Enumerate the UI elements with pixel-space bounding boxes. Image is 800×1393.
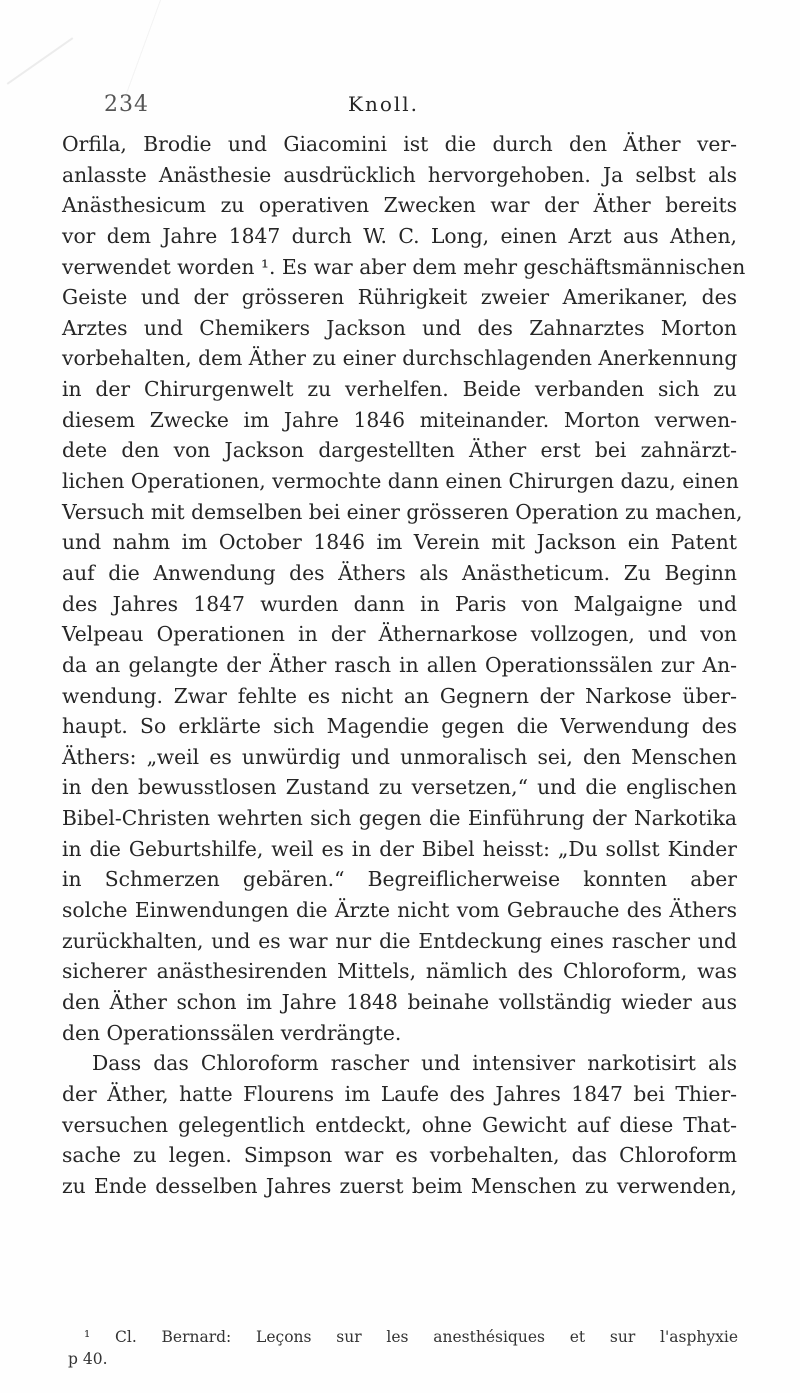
text-line: Dass das Chloroform rascher und intensiver narkotisirt als xyxy=(92,1051,737,1076)
page-number: 234 xyxy=(104,92,149,117)
text-line: zurückhalten, und es war nur die Entdeckung eines rascher und xyxy=(62,928,737,953)
text-line: solche Einwendungen die Ärzte nicht vom Gebrauche des Äthers xyxy=(62,898,737,923)
text-line: lichen Operationen, vermochte dann einen Chirurgen dazu, einen xyxy=(62,469,739,494)
text-line: auf die Anwendung des Äthers als Anästheticum. Zu Beginn xyxy=(62,560,737,585)
text-line: verwendet worden ¹. Es war aber dem mehr geschäftsmännischen xyxy=(62,254,746,279)
text-line: den Operationssälen verdrängte. xyxy=(62,1020,402,1045)
text-line: Velpeau Operationen in der Äthernarkose vollzogen, und von xyxy=(62,622,737,647)
footnote-line: ¹ Cl. Bernard: Leçons sur les anesthésiques et sur l'asphyxie xyxy=(84,1328,738,1346)
text-line: Arztes und Chemikers Jackson und des Zahnarztes Morton xyxy=(62,315,737,340)
page-header xyxy=(104,92,724,116)
text-line: da an gelangte der Äther rasch in allen Operationssälen zur An- xyxy=(62,652,737,677)
text-line: Bibel-Christen wehrten sich gegen die Einführung der Narkotika xyxy=(62,806,737,831)
text-line: anlasste Anästhesie ausdrücklich hervorgehoben. Ja selbst als xyxy=(62,162,737,187)
text-line: und nahm im October 1846 im Verein mit Jackson ein Patent xyxy=(62,530,737,555)
text-line: Orfila, Brodie und Giacomini ist die durch den Äther ver- xyxy=(62,132,737,156)
text-line: Geiste und der grösseren Rührigkeit zweier Amerikaner, des xyxy=(62,285,737,310)
text-line: der Äther, hatte Flourens im Laufe des Jahres 1847 bei Thier- xyxy=(62,1081,737,1106)
text-line: Anästhesicum zu operativen Zwecken war der Äther bereits xyxy=(62,193,737,218)
text-line: vorbehalten, dem Äther zu einer durchschlagenden Anerkennung xyxy=(62,346,738,371)
text-line: den Äther schon im Jahre 1848 beinahe vollständig wieder aus xyxy=(62,989,737,1014)
text-line: sicherer anästhesirenden Mittels, nämlich des Chloroform, was xyxy=(62,959,737,984)
footnote xyxy=(68,1326,738,1370)
text-line: sache zu legen. Simpson war es vorbehalten, das Chloroform xyxy=(62,1143,737,1168)
text-line: dete den von Jackson dargestellten Äther erst bei zahnärzt- xyxy=(62,438,737,463)
text-line: Äthers: „weil es unwürdig und unmoralisch sei, den Menschen xyxy=(62,744,737,769)
text-line: haupt. So erklärte sich Magendie gegen die Verwendung des xyxy=(62,714,737,739)
text-line: versuchen gelegentlich entdeckt, ohne Gewicht auf diese That- xyxy=(62,1112,737,1137)
text-line: des Jahres 1847 wurden dann in Paris von Malgaigne und xyxy=(62,591,737,616)
text-line: in den bewusstlosen Zustand zu versetzen,“ und die englischen xyxy=(62,775,737,800)
text-line: in der Chirurgenwelt zu verhelfen. Beide verbanden sich zu xyxy=(62,377,737,402)
body-text xyxy=(62,129,746,1201)
text-line: in Schmerzen gebären.“ Begreiflicherweise konnten aber xyxy=(62,867,737,892)
text-line: wendung. Zwar fehlte es nicht an Gegnern der Narkose über- xyxy=(62,683,737,708)
footnote-line: p 40. xyxy=(68,1350,108,1368)
text-line: diesem Zwecke im Jahre 1846 miteinander. Morton verwen- xyxy=(62,407,737,432)
text-line: vor dem Jahre 1847 durch W. C. Long, einen Arzt aus Athen, xyxy=(62,223,737,248)
running-title: Knoll. xyxy=(348,92,420,116)
text-line: Versuch mit demselben bei einer grösseren Operation zu machen, xyxy=(62,499,743,524)
text-line: in die Geburtshilfe, weil es in der Bibel heisst: „Du sollst Kinder xyxy=(62,836,737,861)
text-line: zu Ende desselben Jahres zuerst beim Menschen zu verwenden, xyxy=(62,1173,737,1198)
